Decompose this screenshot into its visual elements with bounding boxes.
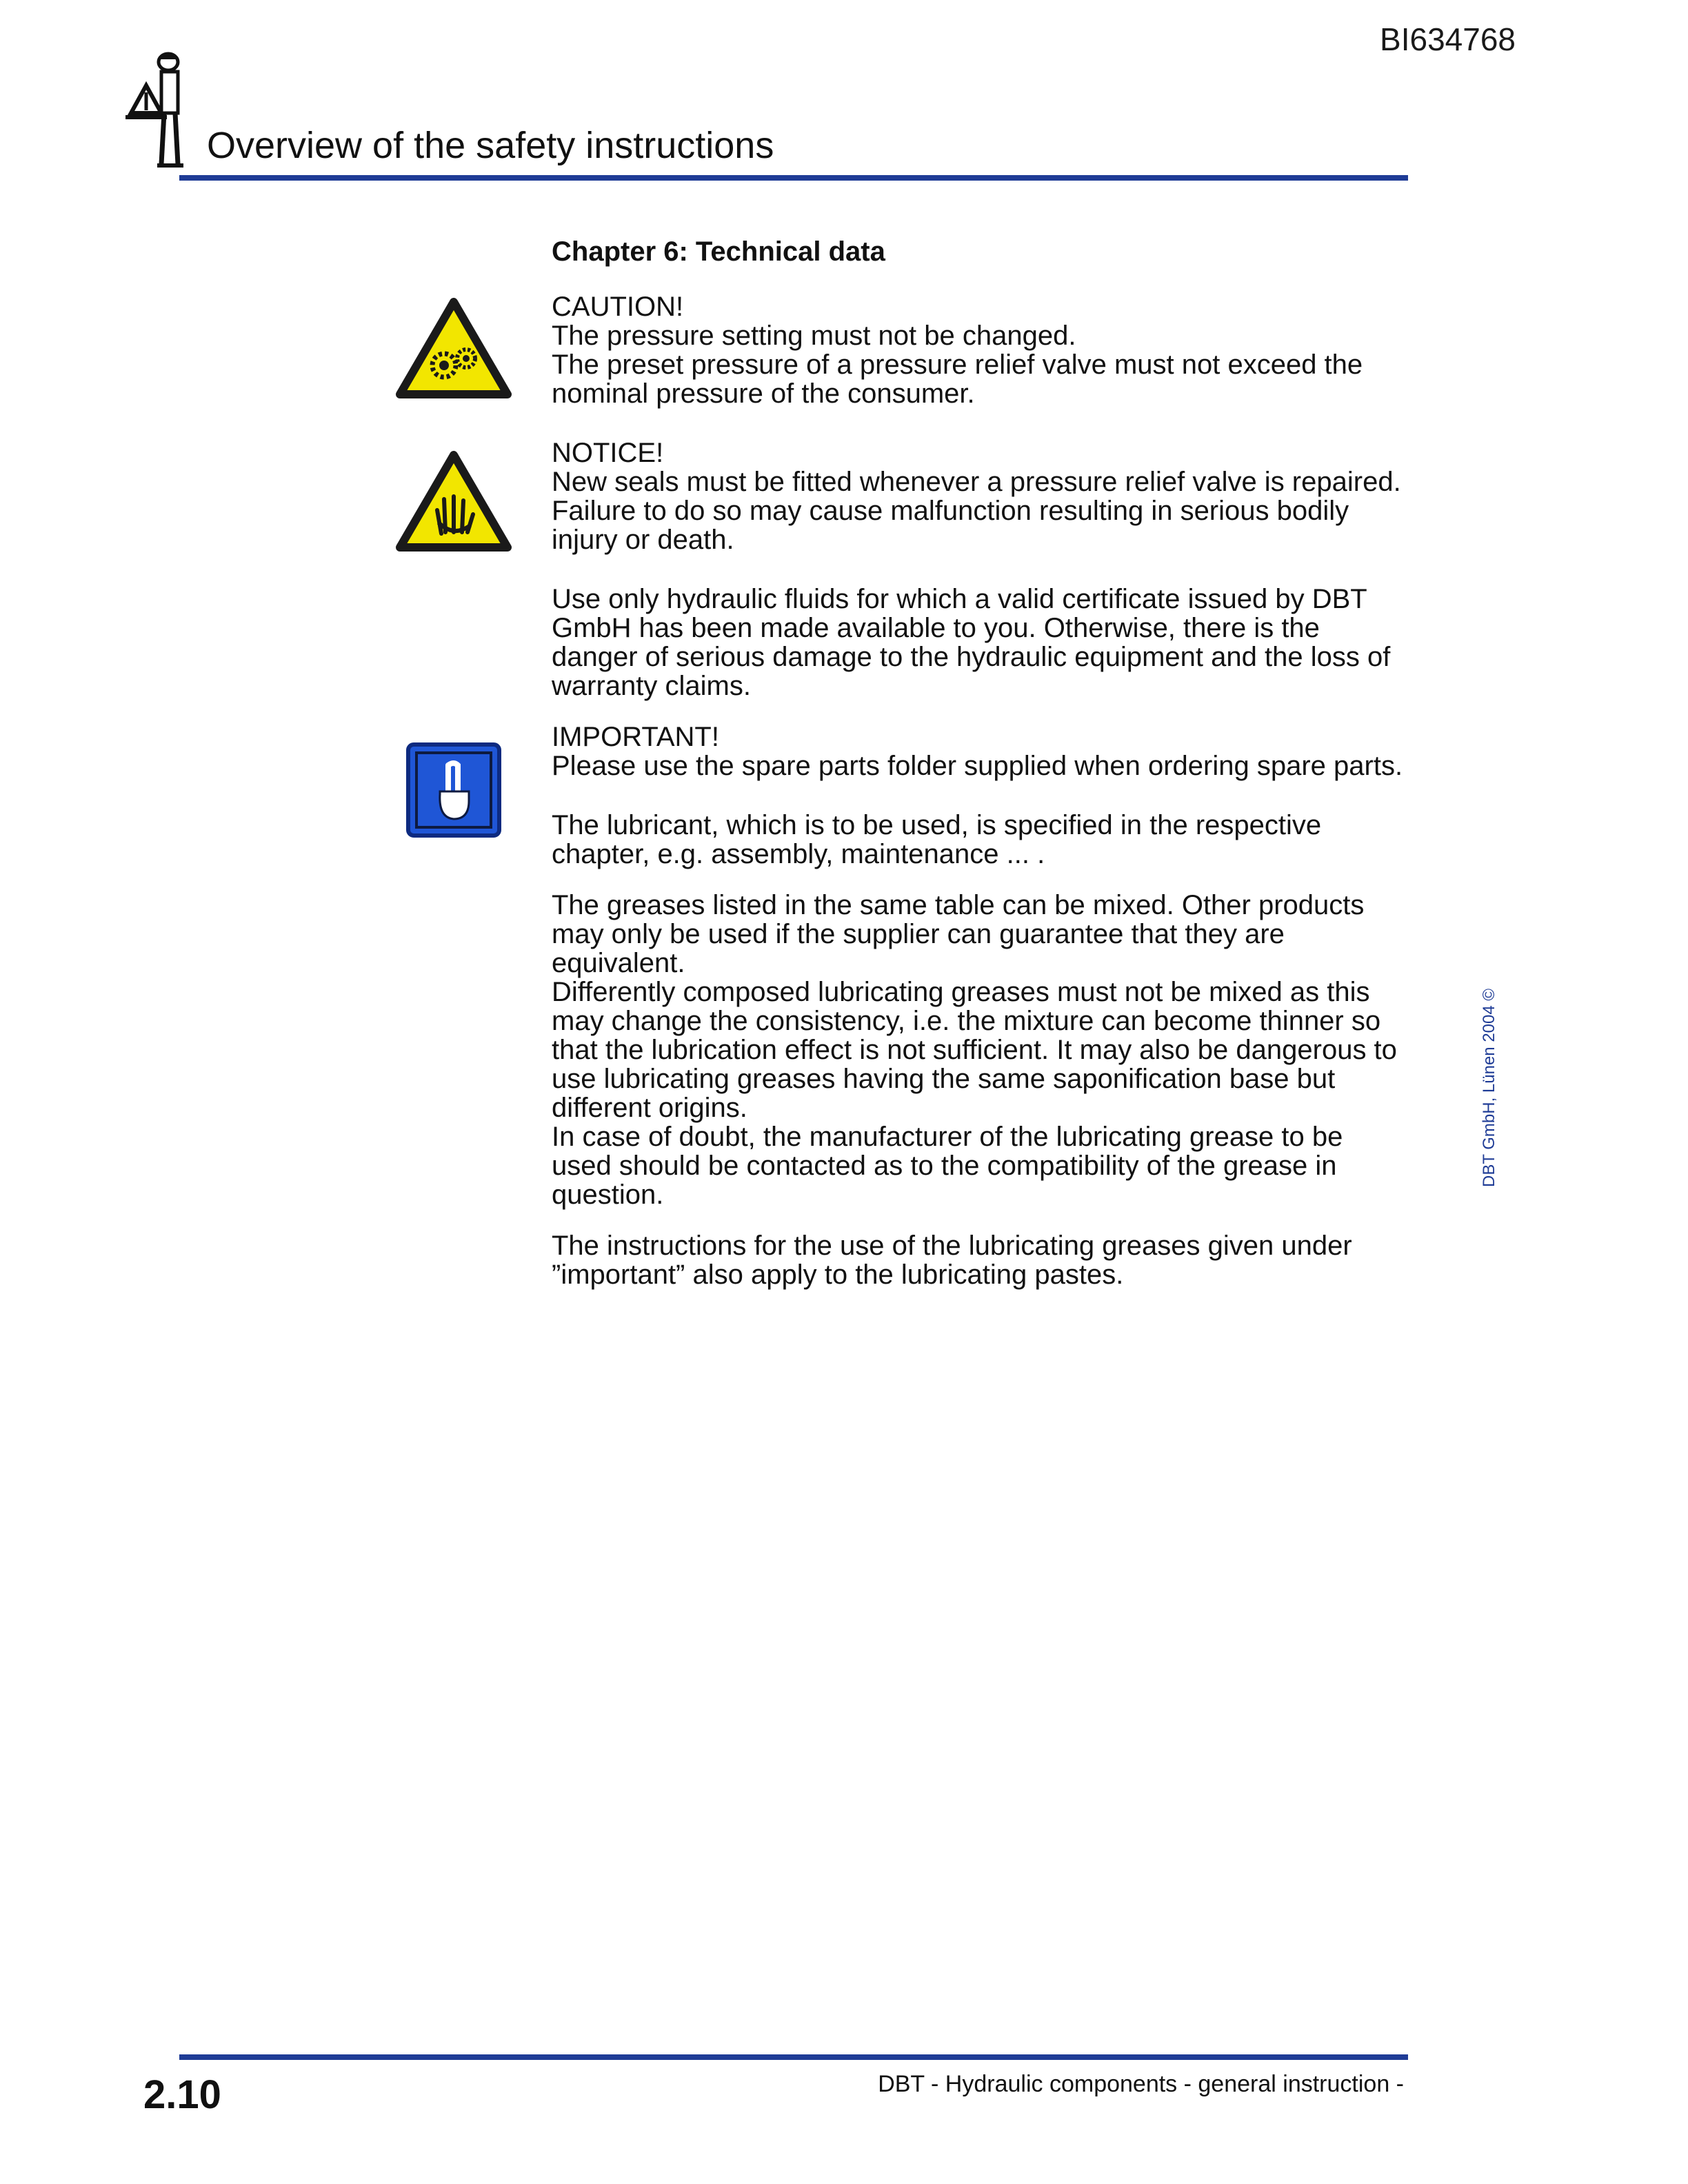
document-id: BI634768 [1380, 21, 1516, 57]
pointing-finger-icon [405, 742, 502, 838]
page-number: 2.10 [143, 2072, 221, 2117]
caution-line-1: The pressure setting must not be changed. [552, 321, 1076, 351]
hand-crush-warning-icon [396, 451, 512, 553]
important-text: Please use the spare parts folder supplied when ordering spare parts. [552, 751, 1403, 781]
pastes-paragraph: The instructions for the use of the lubricating greases given under ”important” also apply to the lubricating pastes. [552, 1231, 1352, 1290]
greases-paragraph-3: In case of doubt, the manufacturer of the lubricating grease to be used should be contacted as to the compatibility of the grease in question. [552, 1122, 1343, 1210]
worker-with-sign-icon [125, 50, 194, 171]
notice-label: NOTICE! [552, 438, 664, 468]
notice-text: New seals must be fitted whenever a pressure relief valve is repaired. Failure to do so may cause malfunction resulting in serious bodily injury or death. [552, 467, 1401, 555]
lubricant-paragraph: The lubricant, which is to be used, is specified in the respective chapter, e.g. assembly, maintenance ... . [552, 810, 1322, 869]
page-title: Overview of the safety instructions [207, 125, 774, 166]
important-block [552, 722, 1407, 780]
caution-block [552, 292, 1407, 408]
header-rule [179, 175, 1408, 181]
caution-line-2: The preset pressure of a pressure relief valve must not exceed the nominal pressure of the consumer. [552, 350, 1363, 409]
footer-text: DBT - Hydraulic components - general instruction - [878, 2071, 1404, 2097]
footer-rule [179, 2054, 1408, 2060]
copyright-note: DBT GmbH, Lünen 2004 © [1480, 988, 1498, 1187]
greases-paragraph-2: Differently composed lubricating greases must not be mixed as this may change the consistency, i.e. the mixture can become thinner so that the lubrication effect is not sufficient. It may also be dangerous to use lubricating greases having the same saponification base but different origins. [552, 977, 1397, 1123]
greases-block [552, 891, 1407, 1209]
notice-block [552, 438, 1407, 554]
gear-hazard-warning-icon [396, 298, 512, 400]
content [552, 237, 1407, 1289]
chapter-heading: Chapter 6: Technical data [552, 236, 885, 267]
hydraulic-fluids-paragraph: Use only hydraulic fluids for which a valid certificate issued by DBT GmbH has been made available to you. Otherwise, there is the danger of serious damage to the hydraulic equipment and the loss of warranty claims. [552, 584, 1391, 701]
greases-paragraph-1: The greases listed in the same table can be mixed. Other products may only be used if the supplier can guarantee that they are equivalent. [552, 890, 1365, 978]
caution-label: CAUTION! [552, 292, 684, 322]
important-label: IMPORTANT! [552, 722, 719, 752]
